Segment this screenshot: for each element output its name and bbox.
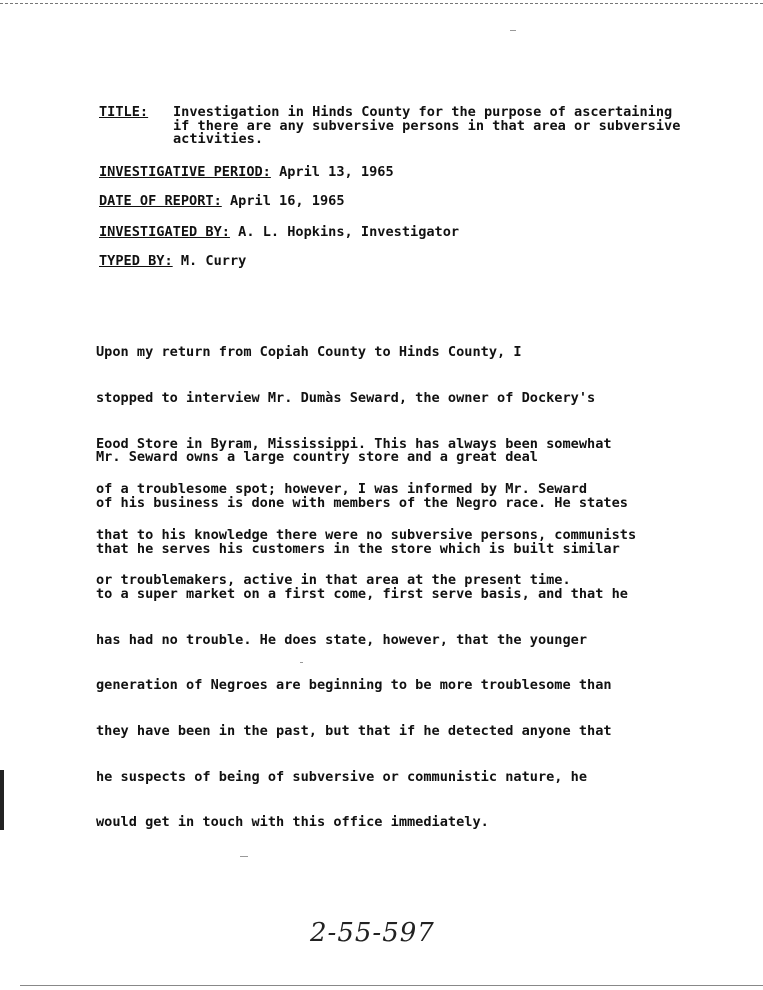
paragraph-line: that to his knowledge there were no subversive persons, communists (96, 526, 637, 543)
paragraph-line: stopped to interview Mr. Dumàs Seward, the owner of Dockery's (96, 390, 596, 407)
paragraph-line: would get in touch with this office immediately. (96, 814, 489, 831)
investigated-by-value: A. L. Hopkins, Investigator (238, 224, 460, 240)
typed-by-label: TYPED BY: (99, 253, 173, 269)
paragraph-line: they have been in the past, but that if he detected anyone that (96, 723, 612, 740)
scan-top-border (0, 3, 763, 4)
paragraph-line: or troublemakers, active in that area at the present time. (96, 572, 571, 589)
investigative-period-field (99, 165, 394, 179)
title-line: activities. (173, 131, 264, 147)
paragraph-line: generation of Negroes are beginning to be more troublesome than (96, 677, 612, 694)
paragraph-line: that he serves his customers in the store which is built similar (96, 540, 620, 557)
paragraph-line: Mr. Seward owns a large country store and a great deal (96, 449, 538, 466)
paragraph-line: Eood Store in Byram, Mississippi. This has always been somewhat (96, 435, 612, 452)
paragraph-line: Upon my return from Copiah County to Hinds County, I (96, 344, 522, 361)
investigative-period-value: April 13, 1965 (279, 164, 394, 180)
typed-by-value: M. Curry (180, 253, 247, 269)
paragraph-line: of a troublesome spot; however, I was informed by Mr. Seward (96, 481, 588, 498)
paragraph-line: has had no trouble. He does state, however, that the younger (96, 631, 588, 648)
scan-bottom-border (20, 985, 763, 986)
paragraph-line: he suspects of being of subversive or communistic nature, he (96, 768, 588, 785)
date-of-report-field (99, 194, 345, 208)
title-line: if there are any subversive persons in that area or subversive (173, 117, 681, 134)
typed-by-field (99, 254, 246, 268)
title-label: TITLE: (99, 104, 149, 120)
paragraph-2 (96, 420, 716, 861)
date-of-report-value: April 16, 1965 (229, 193, 345, 209)
investigative-period-label: INVESTIGATIVE PERIOD: (99, 164, 271, 180)
date-of-report-label: DATE OF REPORT: (99, 193, 222, 209)
scan-speck (510, 30, 516, 31)
investigated-by-field (99, 225, 459, 239)
title-line: Investigation in Hinds County for the purpose of ascertaining (173, 104, 673, 120)
scan-edge-mark (0, 770, 4, 830)
title-value (173, 106, 743, 147)
handwritten-document-number: 2-55-597 (310, 918, 435, 948)
investigated-by-label: INVESTIGATED BY: (99, 224, 230, 240)
paragraph-line: to a super market on a first come, first serve basis, and that he (96, 586, 628, 603)
paragraph-line: of his business is done with members of the Negro race. He states (96, 495, 628, 512)
